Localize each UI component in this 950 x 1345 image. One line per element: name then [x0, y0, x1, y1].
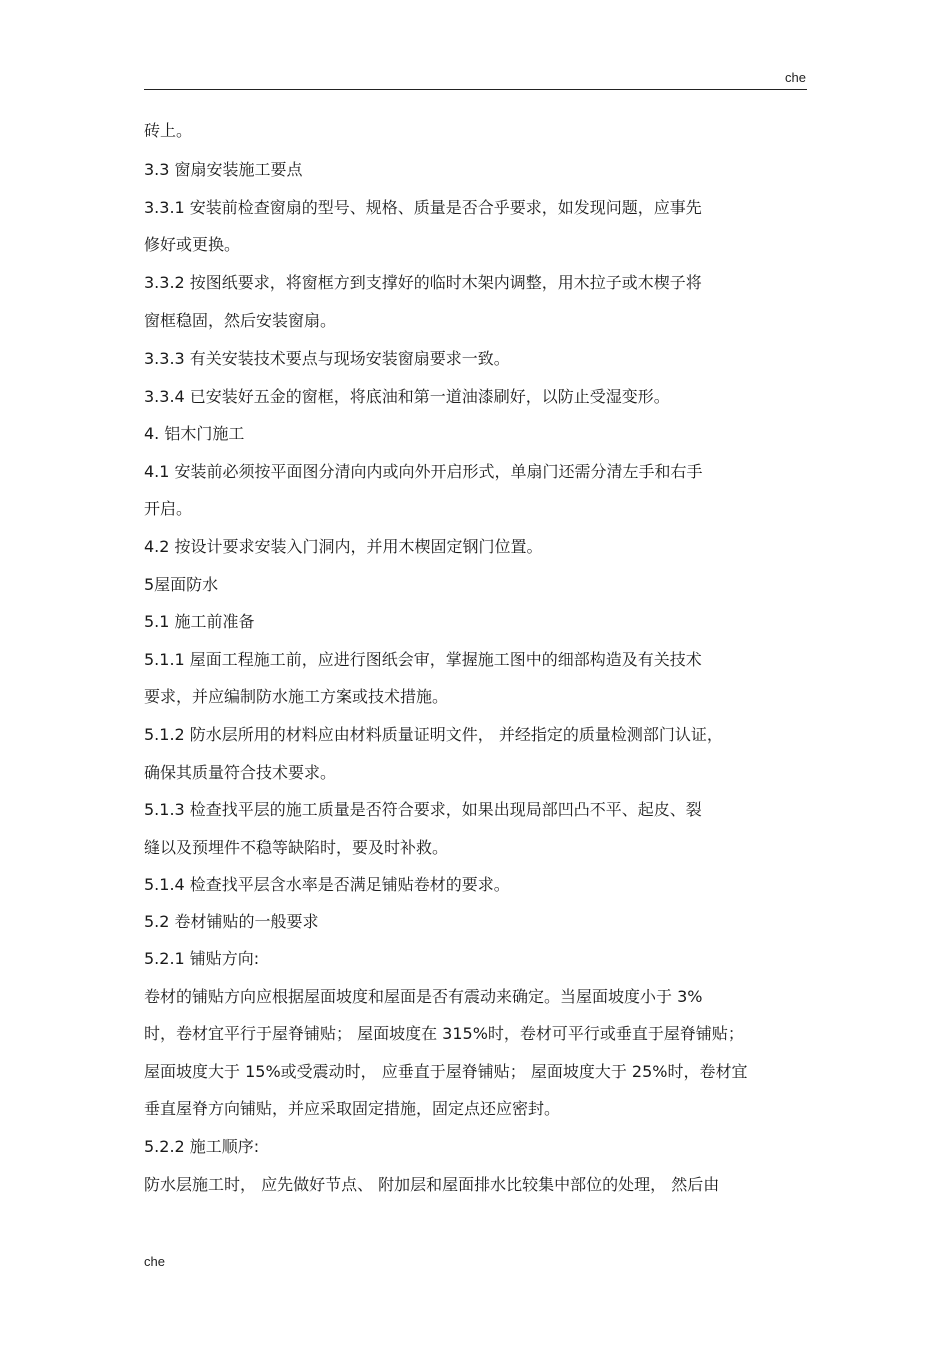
text-line: 3.3.2 按图纸要求，将窗框方到支撑好的临时木架内调整，用木拉子或木楔子将 [144, 273, 702, 292]
text-line: 屋面坡度大于 15%或受震动时， 应垂直于屋脊铺贴； 屋面坡度大于 25%时，卷材宜 [144, 1062, 748, 1081]
text-line: 确保其质量符合技术要求。 [144, 763, 337, 782]
text-line: 砖上。 [144, 121, 193, 140]
text-line: 4.2 按设计要求安装入门洞内，并用木楔固定钢门位置。 [144, 537, 543, 556]
section-heading: 3.3 窗扇安装施工要点 [144, 160, 303, 179]
text-line: 卷材的铺贴方向应根据屋面坡度和屋面是否有震动来确定。当屋面坡度小于 3% [144, 987, 703, 1006]
header-text: che [785, 70, 806, 85]
text-line: 5.1.3 检查找平层的施工质量是否符合要求，如果出现局部凹凸不平、起皮、裂 [144, 800, 702, 819]
text-line: 时，卷材宜平行于屋脊铺贴； 屋面坡度在 315%时，卷材可平行或垂直于屋脊铺贴； [144, 1024, 744, 1043]
text-line: 5.1.1 屋面工程施工前，应进行图纸会审，掌握施工图中的细部构造及有关技术 [144, 650, 702, 669]
text-line: 3.3.1 安装前检查窗扇的型号、规格、质量是否合乎要求，如发现问题，应事先 [144, 198, 702, 217]
text-line: 3.3.3 有关安装技术要点与现场安装窗扇要求一致。 [144, 349, 510, 368]
footer-text: che [144, 1254, 165, 1269]
text-line: 5.1.2 防水层所用的材料应由材料质量证明文件， 并经指定的质量检测部门认证， [144, 725, 723, 744]
text-line: 5.1.4 检查找平层含水率是否满足铺贴卷材的要求。 [144, 875, 510, 894]
text-line: 要求，并应编制防水施工方案或技术措施。 [144, 687, 449, 706]
text-line: 窗框稳固，然后安装窗扇。 [144, 311, 337, 330]
header-rule [144, 89, 807, 90]
text-line: 防水层施工时， 应先做好节点、 附加层和屋面排水比较集中部位的处理， 然后由 [144, 1175, 720, 1194]
section-heading: 4. 铝木门施工 [144, 424, 245, 443]
text-line: 5.2.1 铺贴方向: [144, 949, 260, 968]
section-heading: 5屋面防水 [144, 575, 219, 594]
text-line: 3.3.4 已安装好五金的窗框，将底油和第一道油漆刷好，以防止受湿变形。 [144, 387, 670, 406]
text-line: 修好或更换。 [144, 235, 241, 254]
text-line: 5.2.2 施工顺序: [144, 1137, 260, 1156]
text-line: 垂直屋脊方向铺贴，并应采取固定措施，固定点还应密封。 [144, 1099, 561, 1118]
text-line: 4.1 安装前必须按平面图分清向内或向外开启形式，单扇门还需分清左手和右手 [144, 462, 703, 481]
text-line: 开启。 [144, 499, 193, 518]
text-line: 缝以及预埋件不稳等缺陷时，要及时补救。 [144, 838, 449, 857]
section-heading: 5.2 卷材铺贴的一般要求 [144, 912, 319, 931]
section-heading: 5.1 施工前准备 [144, 612, 255, 631]
